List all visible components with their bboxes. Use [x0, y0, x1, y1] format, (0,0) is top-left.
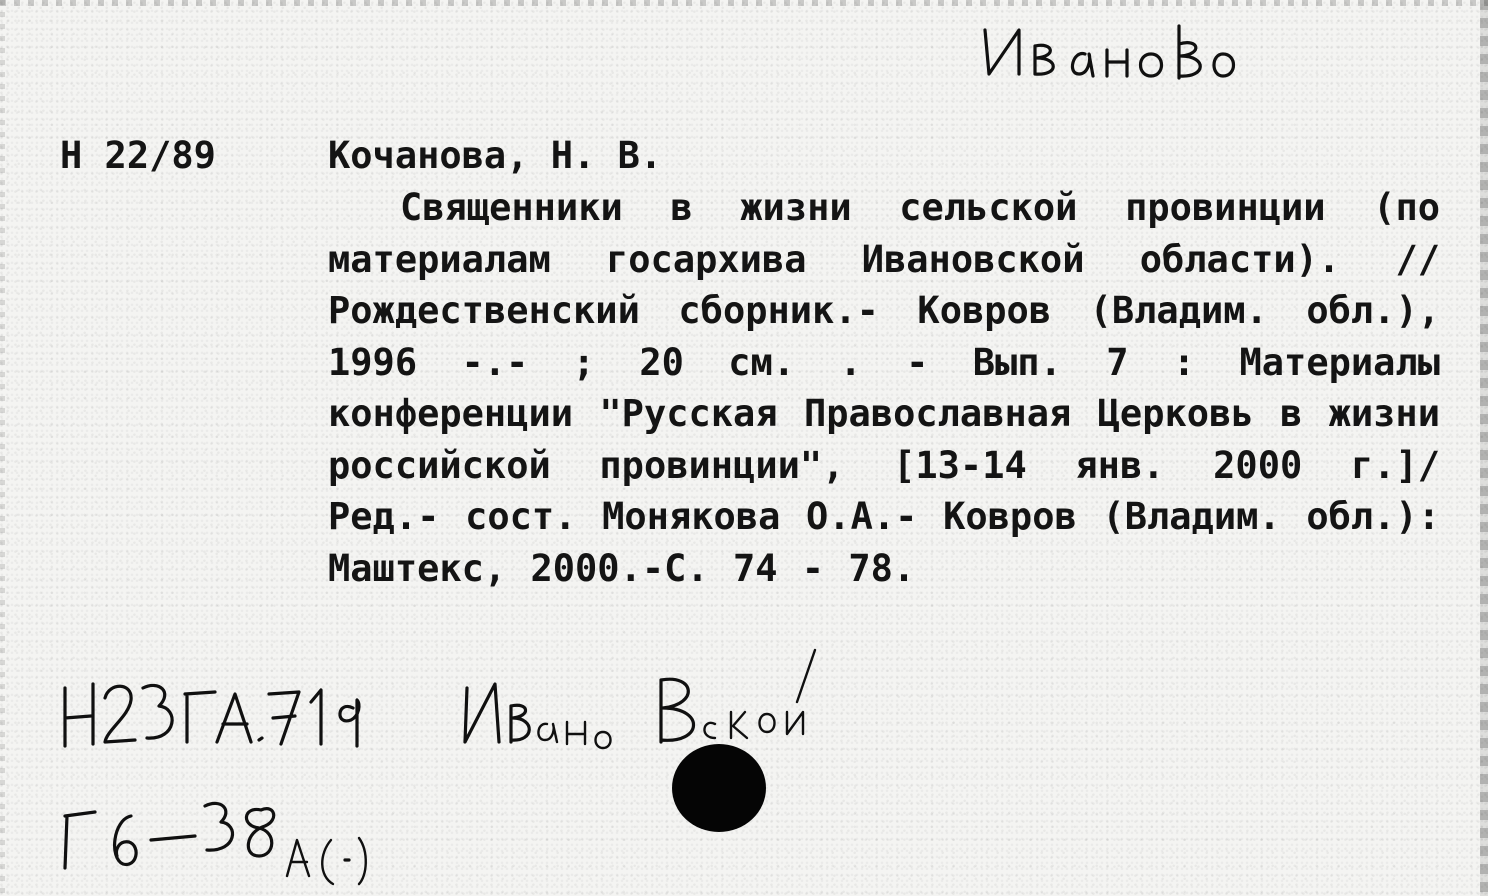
description-text: Священники в жизни сельской провинции (по материалам госархива Ивановской области). // Рождественский сборник.- Ковров (Владим. обл.), 1996 -.- ; 20 см. . - Вып. 7 : Материалы конференции "Русская Православная Церковь в жизни российской провинции", [13-14 янв. 2000 г.]/ Ред.- сост. Монякова О.А.- Ковров (Владим. обл.): Маштекс, 2000.-С. 74 - 78.	[328, 186, 1440, 590]
bibliographic-description	[328, 182, 1440, 594]
handwritten-note-2	[55, 780, 455, 890]
punched-hole	[672, 744, 766, 832]
card-left-edge	[0, 0, 5, 896]
author-heading: Кочанова, Н. В.	[328, 134, 663, 177]
card-right-edge	[1480, 0, 1488, 896]
handwritten-note-2-text	[0, 0, 1, 1]
handwritten-heading	[975, 14, 1265, 94]
shelf-mark: Н 22/89	[60, 134, 216, 177]
card-top-edge	[0, 0, 1488, 6]
